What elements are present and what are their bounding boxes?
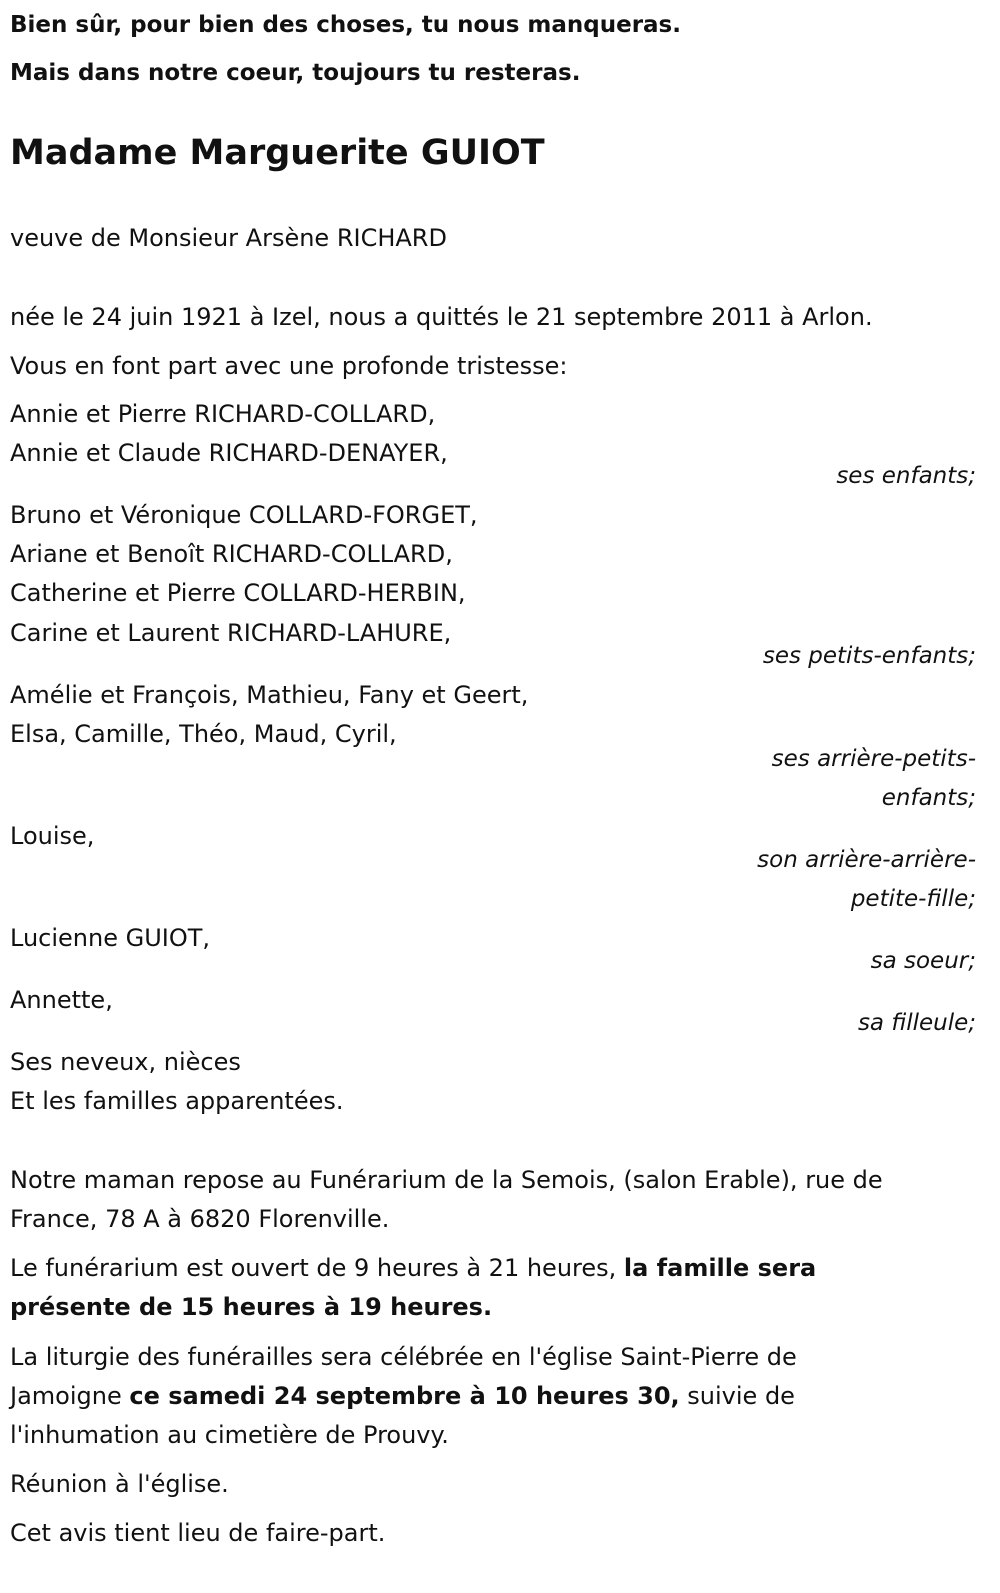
liturgy-line-1: La liturgie des funérailles sera célébrée en l'église Saint-Pierre de <box>10 1343 797 1371</box>
deceased-name: Madame Marguerite GUIOT <box>10 133 545 173</box>
great-great-granddaughter-name: Louise, <box>10 822 95 850</box>
rest-location-line-2: France, 78 A à 6820 Florenville. <box>10 1205 390 1233</box>
child-name: Annie et Claude RICHARD-DENAYER, <box>10 439 448 467</box>
liturgy-line-3: l'inhumation au cimetière de Prouvy. <box>10 1421 449 1449</box>
hours-line-2: présente de 15 heures à 19 heures. <box>10 1293 493 1321</box>
grandchild-name: Ariane et Benoît RICHARD-COLLARD, <box>10 540 453 568</box>
other-relatives: Ses neveux, nièces <box>10 1048 241 1076</box>
widow-of: veuve de Monsieur Arsène RICHARD <box>10 224 447 252</box>
hours-text: Le funérarium est ouvert de 9 heures à 21 heures, <box>10 1254 624 1282</box>
relation-grandchildren: ses petits-enfants; <box>762 643 976 669</box>
liturgy-date: ce samedi 24 septembre à 10 heures 30, <box>129 1382 680 1410</box>
notice-info: Cet avis tient lieu de faire-part. <box>10 1519 386 1547</box>
relation-sister: sa soeur; <box>870 948 976 974</box>
liturgy-follow: suivie de <box>679 1382 795 1410</box>
liturgy-line-2 <box>10 1381 795 1411</box>
meeting-info: Réunion à l'église. <box>10 1470 229 1498</box>
grandchild-name: Catherine et Pierre COLLARD-HERBIN, <box>10 579 466 607</box>
relation-great-grandchildren: ses arrière-petits-enfants; <box>771 746 976 811</box>
verse-line-1: Bien sûr, pour bien des choses, tu nous manqueras. <box>10 12 681 38</box>
family-presence-text: la famille sera <box>623 1254 817 1282</box>
relation-children: ses enfants; <box>836 463 976 489</box>
hours-line-1 <box>10 1253 816 1283</box>
great-grandchild-name: Amélie et François, Mathieu, Fany et Geert, <box>10 681 529 709</box>
relation-goddaughter: sa filleule; <box>857 1010 976 1036</box>
grandchild-name: Carine et Laurent RICHARD-LAHURE, <box>10 619 452 647</box>
verse-line-2: Mais dans notre coeur, toujours tu resteras. <box>10 60 581 86</box>
child-name: Annie et Pierre RICHARD-COLLARD, <box>10 400 436 428</box>
other-relatives: Et les familles apparentées. <box>10 1087 344 1115</box>
birth-death: née le 24 juin 1921 à Izel, nous a quittés le 21 septembre 2011 à Arlon. <box>10 303 873 331</box>
announcement: Vous en font part avec une profonde tristesse: <box>10 352 568 380</box>
grandchild-name: Bruno et Véronique COLLARD-FORGET, <box>10 501 478 529</box>
liturgy-place: Jamoigne <box>10 1382 130 1410</box>
relation-great-great-granddaughter: son arrière-arrière-petite-fille; <box>757 847 976 912</box>
rest-location-line-1: Notre maman repose au Funérarium de la Semois, (salon Erable), rue de <box>10 1166 883 1194</box>
great-grandchild-name: Elsa, Camille, Théo, Maud, Cyril, <box>10 720 397 748</box>
sister-name: Lucienne GUIOT, <box>10 924 211 952</box>
goddaughter-name: Annette, <box>10 986 113 1014</box>
